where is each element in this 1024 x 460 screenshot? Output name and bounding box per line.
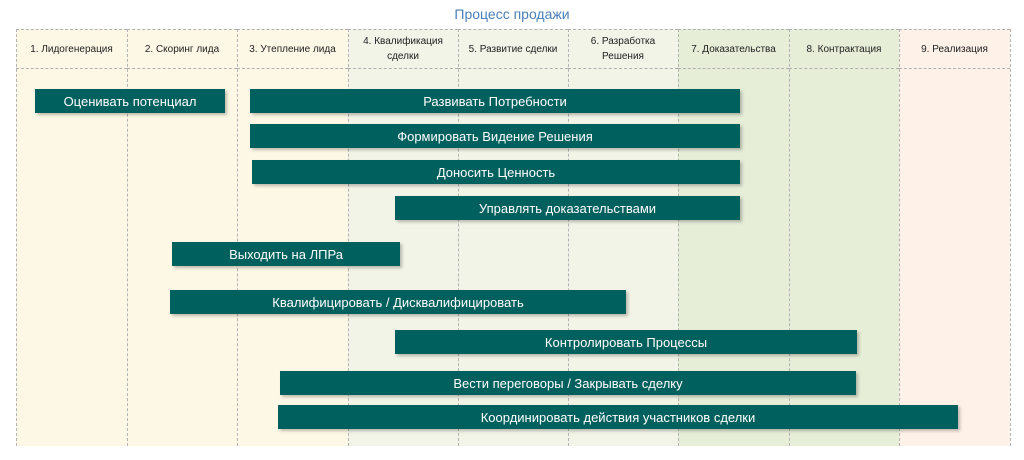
stage-divider <box>1010 29 1011 446</box>
stage-header: 6. Разработка Решения <box>568 29 678 69</box>
activity-bar: Квалифицировать / Дисквалифицировать <box>170 290 626 314</box>
activity-bar: Развивать Потребности <box>250 89 740 113</box>
activity-bar: Доносить Ценность <box>252 160 740 184</box>
stage-column-bg <box>899 29 1010 446</box>
stage-header: 3. Утепление лида <box>237 29 348 69</box>
stage-header: 4. Квалификация сделки <box>348 29 458 69</box>
stage-divider <box>237 29 238 446</box>
stage-header: 2. Скоринг лида <box>127 29 237 69</box>
activity-bar: Координировать действия участников сделки <box>278 405 958 429</box>
activity-bar: Управлять доказательствами <box>395 196 740 220</box>
stage-divider <box>899 29 900 446</box>
activity-bar: Вести переговоры / Закрывать сделку <box>280 371 856 395</box>
stage-divider <box>16 29 17 446</box>
stage-header: 8. Контрактация <box>789 29 899 69</box>
stage-header: 7. Доказательства <box>678 29 789 69</box>
diagram-title: Процесс продажи <box>454 6 570 22</box>
stage-header: 9. Реализация <box>899 29 1010 69</box>
activity-bar: Контролировать Процессы <box>395 330 857 354</box>
stage-header: 1. Лидогенерация <box>16 29 127 69</box>
activity-bar: Выходить на ЛПРа <box>172 242 400 266</box>
stage-header: 5. Развитие сделки <box>458 29 568 69</box>
activity-bar: Оценивать потенциал <box>35 89 225 113</box>
activity-bar: Формировать Видение Решения <box>250 124 740 148</box>
